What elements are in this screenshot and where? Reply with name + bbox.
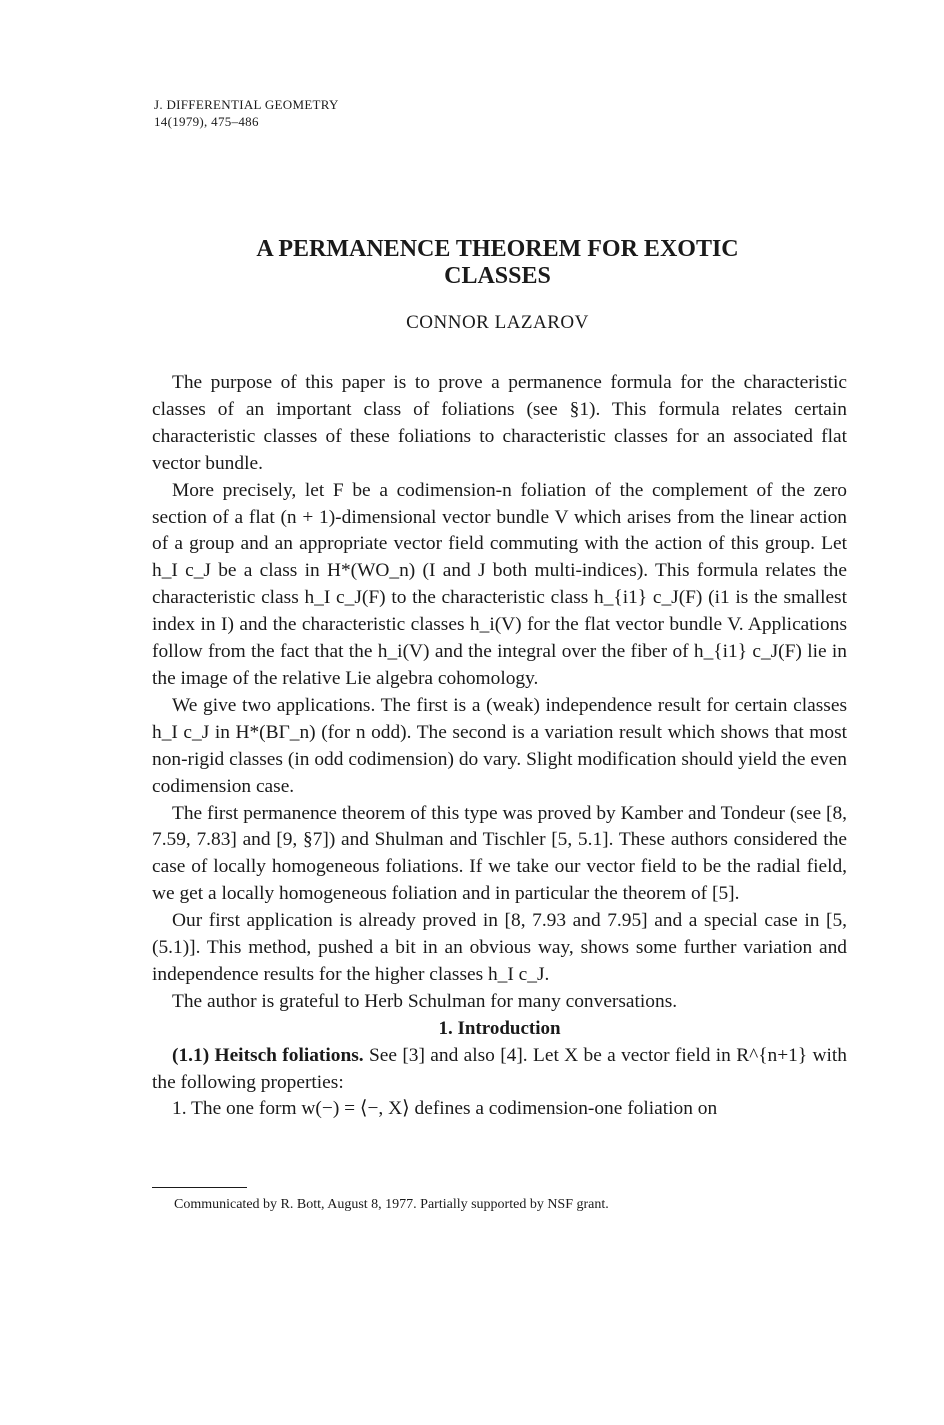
title-line-1: A PERMANENCE THEOREM FOR EXOTIC xyxy=(256,236,739,262)
journal-name: J. DIFFERENTIAL GEOMETRY xyxy=(154,97,339,112)
paragraph-2: More precisely, let F be a codimension-n foliation of the complement of the zero section of a flat (n + 1)-dimensional vector bundle V which arises from the linear action of a group and an appropriate vector field commuting with the action of this group. Let h_I c_J be a class in H*(WO_n) (I and J both multi-indices). This formula relates the characteristic class h_I c_J(F) to the characteristic class h_{i1} c_J(F) (i1 is the smallest index in I) and the characteristic classes h_i(V) for the flat vector bundle V. Applications follow from the fact that the h_i(V) and the integral over the fiber of h_{i1} c_J(F) lie in the image of the relative Lie algebra cohomology. xyxy=(152,479,847,689)
section-heading: 1. Introduction xyxy=(438,1017,561,1039)
author-name: CONNOR LAZAROV xyxy=(406,312,589,333)
footnote: Communicated by R. Bott, August 8, 1977. Partially supported by NSF grant. xyxy=(174,1197,609,1212)
paragraph-3: We give two applications. The first is a (weak) independence result for certain classes h_I c_J in H*(BΓ_n) (for n odd). The second is a variation result which shows that most non-rigid classes (in odd codimension) do vary. Slight modification should yield the even codimension case. xyxy=(152,694,847,797)
paragraph-6: The author is grateful to Herb Schulman for many conversations. xyxy=(172,990,678,1012)
journal-header xyxy=(154,96,339,130)
subsection-paragraph xyxy=(152,1043,847,1097)
footnote-divider xyxy=(152,1187,247,1188)
paper-title xyxy=(150,236,845,290)
title-line-2: CLASSES xyxy=(444,263,551,289)
paper-body xyxy=(152,370,847,1123)
paragraph-4: The first permanence theorem of this type was proved by Kamber and Tondeur (see [8, 7.59, 7.83] and [9, §7]) and Shulman and Tischler [5, 5.1]. These authors considered the case of locally homogeneous foliations. If we take our vector field to be the radial field, we get a locally homogeneous foliation and in particular the theorem of [5]. xyxy=(152,802,847,905)
paragraph-1: The purpose of this paper is to prove a permanence formula for the characteristic classes of an important class of foliations (see §1). This formula relates certain characteristic classes of these foliations to characteristic classes for an associated flat vector bundle. xyxy=(152,372,847,474)
journal-volume: 14(1979), 475–486 xyxy=(154,114,259,129)
subsection-text: See [3] and also [4]. Let X be a vector field in R^{n+1} with the following properties: xyxy=(152,1044,847,1093)
subsection-heading: (1.1) Heitsch foliations. xyxy=(172,1044,364,1066)
paragraph-5: Our first application is already proved in [8, 7.93 and 7.95] and a special case in [5, (5.1)]. This method, pushed a bit in an obvious way, shows some further variation and independence results for the higher classes h_I c_J. xyxy=(152,910,847,985)
list-item-1: 1. The one form w(−) = ⟨−, X⟩ defines a codimension-one foliation on xyxy=(172,1098,718,1120)
